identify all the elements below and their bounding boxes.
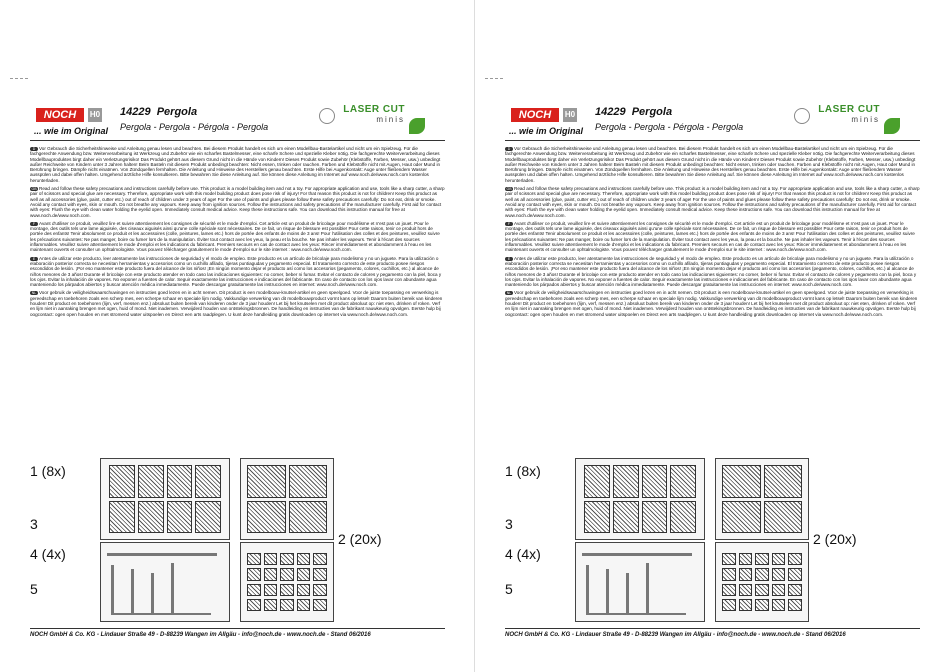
lang-flag-icon: E <box>505 257 513 261</box>
beam-part <box>582 553 692 556</box>
bracket-part <box>788 584 802 596</box>
lang-flag-icon: GB <box>31 187 37 192</box>
base-part <box>586 613 686 615</box>
part-label-1: 1 (8x) <box>505 463 541 479</box>
bracket-part <box>297 599 311 611</box>
paragraph-nl: NL Voor gebruik de veiligheidswaarschuwingen en instructies goed lezen en in acht nemen. Dit product is een modelbouw-knutsel-artikel en geen speelgoed. Voor de juiste toepassing en verwerking is gereedschap en toebehoren zoals een scherp mes, een scherpe schaar en speciale lijm nodig. Vakkundige verwerking van dit modelbouwproduct vormt kans op letsel! Daarom buiten bereik van kinderen houden! Dit product en toebehoren (lijm, verf, messen enz.) absoluut buiten bereik van kinderen onder de 3 jaar houden! Let bij het knutselen met dit product absoluut op: niet eten, drinken of roken. Verf en lijm niet in aanraking brengen met ogen, huid of mond. Niet inademen. Verwijderd houden van ontstekingsbronnen. De handleiding en instructies van de fabrikant nauwkeurig opvolgen. Eerste hulp bij oogcontact: ogen open houden en met stromend water uitspoelen en Direct een arts raadplegen. U kunt deze handleiding gratis downloaden op internet via www.noch.de/www.noch.com. <box>30 290 443 317</box>
parts-diagram <box>30 458 445 623</box>
scale-badge: H0 <box>563 108 577 122</box>
header <box>30 104 445 140</box>
frame-parts <box>584 465 696 533</box>
bracket-part <box>264 568 278 580</box>
paragraph-de: D Vor Gebrauch die Sicherheitshinweise und Anleitung genau lesen und beachten. Bei diesem Produkt handelt es sich um einen Modellbau-Bastelartikel und nicht um ein Spielzeug. Für die fachgerechte Anwendung bzw. Weiterverarbeitung ist Werkzeug und Zubehör wie ein scharfes Bastelmesser, eine scharfe Schere und spezielle Kleber nötig. Die fachgerechte Weiterverarbeitung dieses Modellbauproduktes birgt daher ein Verletzungsrisiko! Das Produkt gehört aus diesem Grund nicht in die Hände von Kindern! Dieses Produkt sowie Zubehör (Klebstoffe, Farben, Messer, usw.) unbedingt außer Reichweite von Kindern unter 3 Jahren halten! Beim Basteln mit diesem Produkt unbedingt beachten: Nicht essen, trinken oder rauchen. Farben und Klebstoffe nicht mit Augen, Haut oder Mund in Berührung bringen. Dämpfe nicht einatmen. Von Zündquellen fernhalten. Die Anleitung und Hinweise des Herstellers genau beachten. Erste Hilfe bei Augenkontakt: Auge unter fließendem Wasser ausspülen und dabei offen halten. Umgehend ärztliche Hilfe konsultieren. Bitte bewahren Sie diese Anleitung auf. Sie können diese Anleitung im Internet auf www.noch.de/www.noch.com kostenlos herunterladen. <box>30 146 441 183</box>
instruction-sheet-right <box>475 0 950 672</box>
article-title: 14229 Pergola <box>595 106 673 118</box>
bracket-part <box>739 599 753 611</box>
part-label-5: 5 <box>505 581 513 597</box>
frame-part <box>289 501 328 534</box>
frame-part <box>722 465 761 498</box>
laser-cut-logo: LASER CUT minis <box>818 104 880 124</box>
sheet-panel-frames-b <box>240 458 334 540</box>
bracket-part <box>722 568 736 580</box>
bracket-part <box>788 568 802 580</box>
post-part <box>111 565 114 613</box>
frame-part <box>722 501 761 534</box>
leaf-icon <box>409 118 425 134</box>
noch-logo: NOCH <box>511 108 559 122</box>
bracket-part <box>247 568 261 580</box>
sheet-panel-posts <box>100 542 230 622</box>
beam-part <box>107 553 217 556</box>
bracket-part <box>772 568 786 580</box>
lang-flag-icon: F <box>505 222 513 226</box>
paragraph-fr: F Avant d'utiliser ce produit, veuillez lire et suivre attentivement les consignes de sécurité et le mode d'emploi. Cet article est un produit de bricolage pour modélisme et n'est pas un jouet. Pour le montage, des outils tels une lame aiguisée, des ciseaux aiguisés ainsi qu'une colle spéciale sont nécessaires. De ce fait, un risque de blessure est possible! Pour cette raison, tenir ce produit hors de portée des enfants! Tenir absolument ce produit et les accessoires (colle, peintures, lames etc.) hors de portée des enfants de moins de 3 ans! Pour l'utilisation des colles et des peintures, veuillez suivre les précautions suivantes: Ne pas manger, boire ou fumer lors de la manipulation. Éviter tout contact avec les yeux, la peau et la bouche. Ne pas inhaler les vapeurs. Tenir à l'écart des sources inflammables. Veuillez suivre attentivement le mode d'emploi et les indications du fabricant. Premiers secours en cas de contact avec les yeux: Rincer immédiatement et abondamment à l'eau en les maintenant ouverts et consulter un ophtalmologiste. Vous pouvez télécharger gratuitement le mode d'emploi sur le site internet : www.noch.de/www.noch.com. <box>505 220 915 253</box>
bracket-part <box>297 553 311 565</box>
bracket-part <box>755 599 769 611</box>
part-label-5: 5 <box>30 581 38 597</box>
bracket-part <box>264 584 278 596</box>
parts-diagram <box>505 458 920 623</box>
frame-part <box>247 501 286 534</box>
bracket-part <box>264 599 278 611</box>
frame-part <box>642 465 668 498</box>
sheet-panel-brackets <box>240 542 334 622</box>
bracket-part <box>739 553 753 565</box>
lang-flag-icon: F <box>30 222 38 226</box>
bracket-part <box>772 553 786 565</box>
frame-part <box>247 465 286 498</box>
lang-flag-icon: E <box>30 257 38 261</box>
bracket-part <box>739 568 753 580</box>
paragraph-de: D Vor Gebrauch die Sicherheitshinweise und Anleitung genau lesen und beachten. Bei diesem Produkt handelt es sich um einen Modellbau-Bastelartikel und nicht um ein Spielzeug. Für die fachgerechte Anwendung bzw. Weiterverarbeitung ist Werkzeug und Zubehör wie ein scharfes Bastelmesser, eine scharfe Schere und spezielle Kleber nötig. Die fachgerechte Weiterverarbeitung dieses Modellbauproduktes birgt daher ein Verletzungsrisiko! Das Produkt gehört aus diesem Grund nicht in die Hände von Kindern! Dieses Produkt sowie Zubehör (Klebstoffe, Farben, Messer, usw.) unbedingt außer Reichweite von Kindern unter 3 Jahren halten! Beim Basteln mit diesem Produkt unbedingt beachten: Nicht essen, trinken oder rauchen. Farben und Klebstoffe nicht mit Augen, Haut oder Mund in Berührung bringen. Dämpfe nicht einatmen. Von Zündquellen fernhalten. Die Anleitung und Hinweise des Herstellers genau beachten. Erste Hilfe bei Augenkontakt: Auge unter fließendem Wasser ausspülen und dabei offen halten. Umgehend ärztliche Hilfe konsultieren. Bitte bewahren Sie diese Anleitung auf. Sie können diese Anleitung im Internet auf www.noch.de/www.noch.com kostenlos herunterladen. <box>505 146 916 183</box>
frame-part <box>613 465 639 498</box>
article-subtitle: Pergola - Pergola - Pérgola - Pergola <box>120 122 269 132</box>
bracket-part <box>280 568 294 580</box>
bracket-part <box>247 584 261 596</box>
bracket-parts <box>247 553 327 611</box>
frame-part <box>109 465 135 498</box>
bracket-part <box>313 553 327 565</box>
bracket-part <box>755 553 769 565</box>
frame-part <box>138 501 164 534</box>
bracket-part <box>313 584 327 596</box>
post-part <box>626 573 629 613</box>
bracket-part <box>297 584 311 596</box>
bracket-part <box>722 599 736 611</box>
slogan: ... wie im Original <box>34 126 109 136</box>
post-part <box>646 563 649 613</box>
bracket-part <box>722 553 736 565</box>
bracket-part <box>788 553 802 565</box>
frame-part <box>670 465 696 498</box>
lang-flag-icon: NL <box>31 291 37 296</box>
paragraph-nl: NL Voor gebruik de veiligheidswaarschuwingen en instructies goed lezen en in acht nemen. Dit product is een modelbouw-knutsel-artikel en geen speelgoed. Voor de juiste toepassing en verwerking is gereedschap en toebehoren zoals een scherp mes, een scherpe schaar en speciale lijm nodig. Vakkundige verwerking van dit modelbouwproduct vormt kans op letsel! Daarom buiten bereik van kinderen houden! Dit product en toebehoren (lijm, verf, messen enz.) absoluut buiten bereik van kinderen onder de 3 jaar houden! Let bij het knutselen met dit product absoluut op: niet eten, drinken of roken. Verf en lijm niet in aanraking brengen met ogen, huid of mond. Niet inademen. Verwijderd houden van ontstekingsbronnen. De handleiding en instructies van de fabrikant nauwkeurig opvolgen. Eerste hulp bij oogcontact: ogen open houden en met stromend water uitspoelen en Direct een arts raadplegen. U kunt deze handleiding gratis downloaden op internet via www.noch.de/www.noch.com. <box>505 290 918 317</box>
frame-part <box>167 465 193 498</box>
part-label-2: 2 (20x) <box>813 531 857 547</box>
part-label-3: 3 <box>505 516 513 532</box>
part-label-1: 1 (8x) <box>30 463 66 479</box>
bracket-part <box>280 599 294 611</box>
bracket-part <box>297 568 311 580</box>
frame-part <box>138 465 164 498</box>
noch-logo: NOCH <box>36 108 84 122</box>
crosshair-icon <box>794 108 810 124</box>
frame-part <box>764 465 803 498</box>
frame-part <box>195 465 221 498</box>
post-part <box>606 569 609 613</box>
frame-part <box>670 501 696 534</box>
frame-parts <box>109 465 221 533</box>
article-subtitle: Pergola - Pergola - Pérgola - Pergola <box>595 122 744 132</box>
bracket-part <box>280 584 294 596</box>
footer-divider <box>30 628 445 629</box>
lang-flag-icon: GB <box>506 187 512 192</box>
lang-flag-icon: D <box>505 147 513 151</box>
registration-mark <box>485 78 503 79</box>
post-part <box>131 569 134 613</box>
paragraph-fr: F Avant d'utiliser ce produit, veuillez lire et suivre attentivement les consignes de sécurité et le mode d'emploi. Cet article est un produit de bricolage pour modélisme et n'est pas un jouet. Pour le montage, des outils tels une lame aiguisée, des ciseaux aiguisés ainsi qu'une colle spéciale sont nécessaires. De ce fait, un risque de blessure est possible! Pour cette raison, tenir ce produit hors de portée des enfants! Tenir absolument ce produit et les accessoires (colle, peintures, lames etc.) hors de portée des enfants de moins de 3 ans! Pour l'utilisation des colles et des peintures, veuillez suivre les précautions suivantes: Ne pas manger, boire ou fumer lors de la manipulation. Éviter tout contact avec les yeux, la peau et la bouche. Ne pas inhaler les vapeurs. Tenir à l'écart des sources inflammables. Veuillez suivre attentivement le mode d'emploi et les indications du fabricant. Premiers secours en cas de contact avec les yeux: Rincer immédiatement et abondamment à l'eau en les maintenant ouverts et consulter un ophtalmologiste. Vous pouvez télécharger gratuitement le mode d'emploi sur le site internet : www.noch.de/www.noch.com. <box>30 220 440 253</box>
part-label-4: 4 (4x) <box>30 546 66 562</box>
bracket-part <box>739 584 753 596</box>
frame-part <box>764 501 803 534</box>
bracket-part <box>772 599 786 611</box>
paragraph-es: E Antes de utilizar este producto, leer atentamente las instrucciones de seguridad y el modo de empleo. Este producto es un artículo de bricolaje para modelismo y no un juguete. Para la utilización o elaboración posterior correcta se necesitan herramientas y accesorios como un cuchillo afilado, tijeras puntiagudas y pegamento especial. El tratamiento correcto de este producto posee riesgos escondidos de lesión. ¡Por eso mantener este producto fuera del alcance de los niños! ¡En ningún momento dejar el producto así como los accesorios (pegamento, colores, cuchillos, etc.) al alcance de niños menores de 3 años! Durante el bricolaje con este producto atender en todo caso las indicaciones siguientes: no comer, beber ni fumar. Evitar el contacto de colores y pegamento con la piel, boca y los ojos. Evitar la inhalación de vapores. No exponer a fuentes de calor. Seguir exactamente las instrucciones e indicaciones del fabricante. En caso de contacto con los ojos lavar con abundante agua manteniendo los párpados abiertos y buscar atención médica inmediatamente. Puede descargar gratuitamente las instrucciones en internet: www.noch.de/www.noch.com. <box>30 255 442 288</box>
frame-part <box>289 465 328 498</box>
paragraph-gb: GB Read and follow these safety precautions and instructions carefully before use. This product is a model building item and not a toy. For appropriate application and use, tools like a sharp cutter, a sharp pair of scissors and special glue are necessary. Therefore, appropriate work with this model building product does pose risk of injury! For that reason this product is not for children! Keep this product as well as all accessories (glue, paint, cutter etc.) out of reach of children under 3 years of age! For the use of paints and glues please follow these safety precautions carefully: Do not eat, drink or smoke. Avoid any contact with eyes, skin or mouth. Do not breathe any vapours. Keep away from ignition sources. Follow the instructions and safety precautions of the manufacturer carefully. First aid for contact with eyes: Flush the eye with clean water holding the eyelid open. Immediately consult medical advice. Keep these instructions safe. You can download this instruction manual for free at www.noch.de/www.noch.com. <box>505 186 920 218</box>
sheet-panel-brackets <box>715 542 809 622</box>
article-title: 14229 Pergola <box>120 106 198 118</box>
frame-part <box>584 501 610 534</box>
paragraph-gb: GB Read and follow these safety precautions and instructions carefully before use. This product is a model building item and not a toy. For appropriate application and use, tools like a sharp cutter, a sharp pair of scissors and special glue are necessary. Therefore, appropriate work with this model building product does pose risk of injury! For that reason this product is not for children! Keep this product as well as all accessories (glue, paint, cutter etc.) out of reach of children under 3 years of age! For the use of paints and glues please follow these safety precautions carefully: Do not eat, drink or smoke. Avoid any contact with eyes, skin or mouth. Do not breathe any vapours. Keep away from ignition sources. Follow the instructions and safety precautions of the manufacturer carefully. First aid for contact with eyes: Flush the eye with clean water holding the eyelid open. Immediately consult medical advice. Keep these instructions safe. You can download this instruction manual for free at www.noch.de/www.noch.com. <box>30 186 445 218</box>
frame-part <box>167 501 193 534</box>
lang-flag-icon: D <box>30 147 38 151</box>
bracket-part <box>280 553 294 565</box>
bracket-part <box>313 599 327 611</box>
frame-part <box>584 465 610 498</box>
frame-part <box>109 501 135 534</box>
part-label-2: 2 (20x) <box>338 531 382 547</box>
frame-part <box>195 501 221 534</box>
paragraph-es: E Antes de utilizar este producto, leer atentamente las instrucciones de seguridad y el modo de empleo. Este producto es un artículo de bricolaje para modelismo y no un juguete. Para la utilización o elaboración posterior correcta se necesitan herramientas y accesorios como un cuchillo afilado, tijeras puntiagudas y pegamento especial. El tratamiento correcto de este producto posee riesgos escondidos de lesión. ¡Por eso mantener este producto fuera del alcance de los niños! ¡En ningún momento dejar el producto así como los accesorios (pegamento, colores, cuchillos, etc.) al alcance de niños menores de 3 años! Durante el bricolaje con este producto atender en todo caso las indicaciones siguientes: no comer, beber ni fumar. Evitar el contacto de colores y pegamento con la piel, boca y los ojos. Evitar la inhalación de vapores. No exponer a fuentes de calor. Seguir exactamente las instrucciones e indicaciones del fabricante. En caso de contacto con los ojos lavar con abundante agua manteniendo los párpados abiertos y buscar atención médica inmediatamente. Puede descargar gratuitamente las instrucciones en internet: www.noch.de/www.noch.com. <box>505 255 917 288</box>
part-label-3: 3 <box>30 516 38 532</box>
frame-part <box>642 501 668 534</box>
footer: NOCH GmbH & Co. KG - Lindauer Straße 49 - D-88239 Wangen im Allgäu - info@noch.de - www.noch.de - Stand 06/2016 <box>30 632 371 638</box>
bracket-part <box>755 584 769 596</box>
bracket-part <box>264 553 278 565</box>
bracket-parts <box>722 553 802 611</box>
bracket-part <box>755 568 769 580</box>
registration-mark <box>10 78 28 79</box>
bracket-part <box>247 599 261 611</box>
header-divider <box>505 140 920 141</box>
part-label-4: 4 (4x) <box>505 546 541 562</box>
footer: NOCH GmbH & Co. KG - Lindauer Straße 49 - D-88239 Wangen im Allgäu - info@noch.de - www.noch.de - Stand 06/2016 <box>505 632 846 638</box>
sheet-panel-frames <box>575 458 705 540</box>
base-part <box>111 613 211 615</box>
safety-instructions <box>505 146 920 456</box>
sheet-panel-frames <box>100 458 230 540</box>
sheet-panel-frames-b <box>715 458 809 540</box>
post-part <box>151 573 154 613</box>
bracket-part <box>772 584 786 596</box>
bracket-part <box>247 553 261 565</box>
frame-parts-b <box>722 465 802 533</box>
bracket-part <box>788 599 802 611</box>
crosshair-icon <box>319 108 335 124</box>
post-part <box>586 565 589 613</box>
frame-part <box>613 501 639 534</box>
header <box>505 104 920 140</box>
laser-cut-logo: LASER CUT minis <box>343 104 405 124</box>
sheet-panel-posts <box>575 542 705 622</box>
post-part <box>171 563 174 613</box>
slogan: ... wie im Original <box>509 126 584 136</box>
safety-instructions <box>30 146 445 456</box>
bracket-part <box>313 568 327 580</box>
footer-divider <box>505 628 920 629</box>
header-divider <box>30 140 445 141</box>
scale-badge: H0 <box>88 108 102 122</box>
leaf-icon <box>884 118 900 134</box>
lang-flag-icon: NL <box>506 291 512 296</box>
bracket-part <box>722 584 736 596</box>
frame-parts-b <box>247 465 327 533</box>
